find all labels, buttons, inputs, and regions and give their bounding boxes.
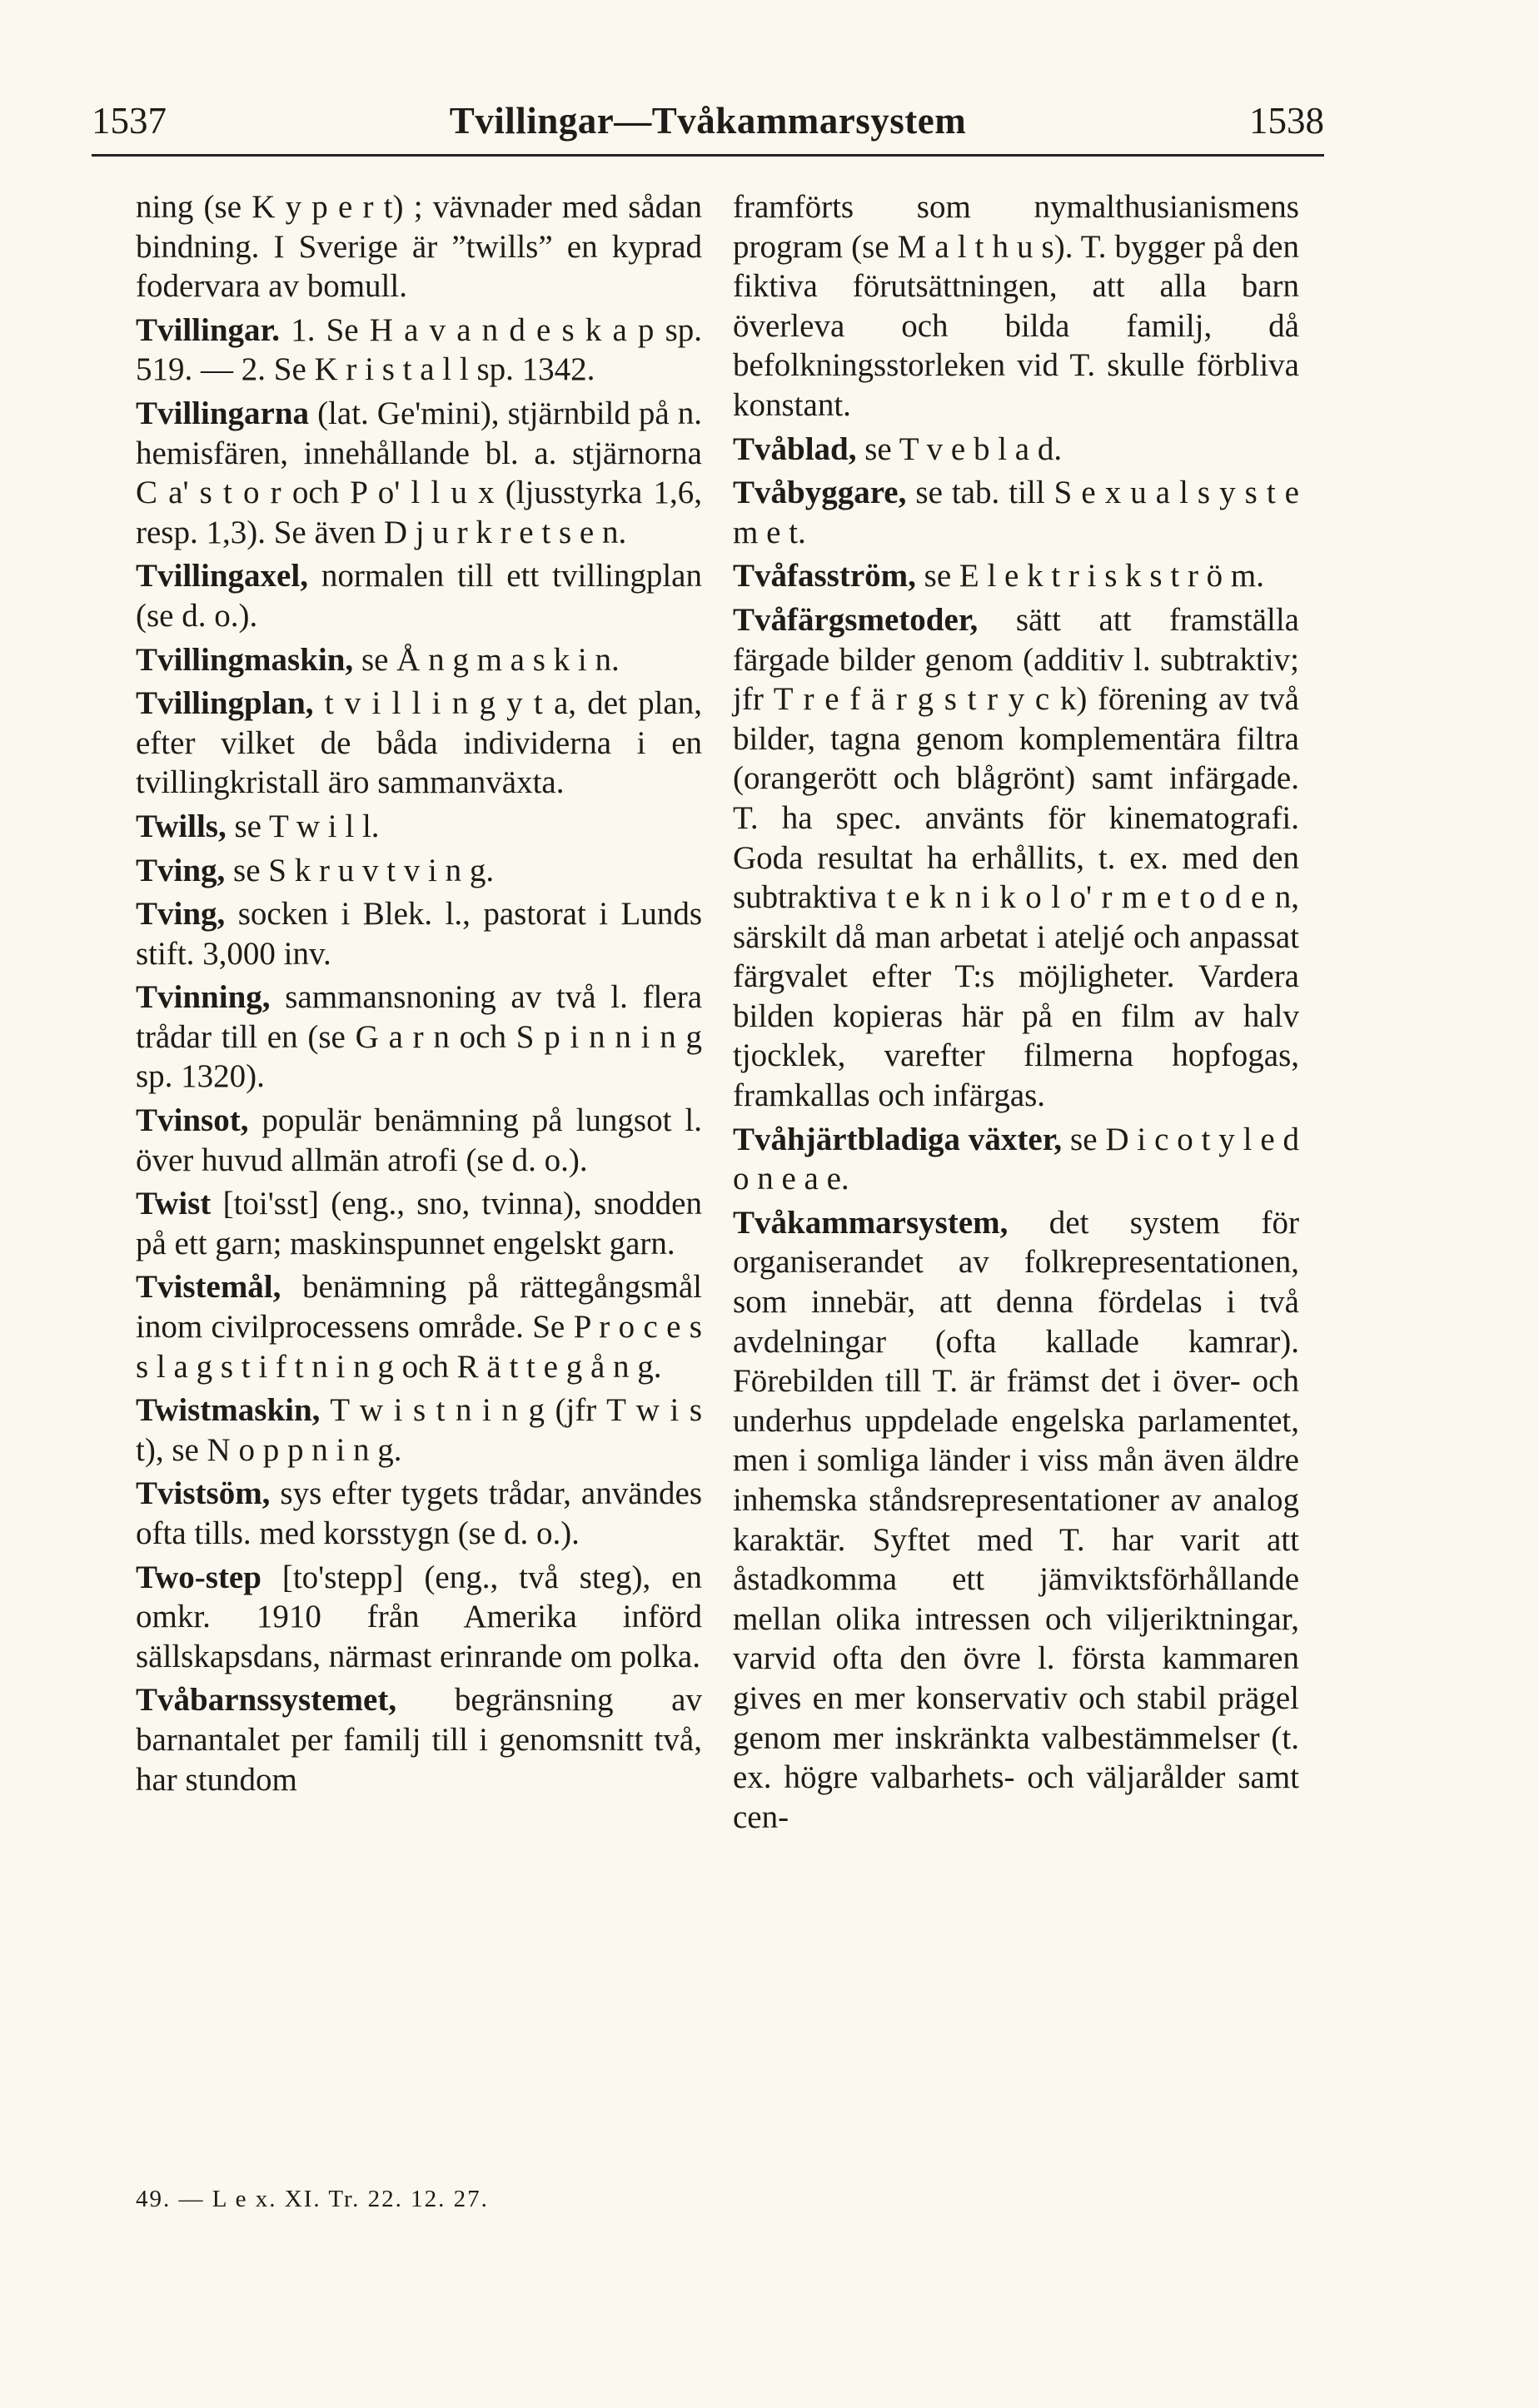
entry-headword: Tvinning,	[136, 979, 271, 1016]
entry-headword: Tvåfasström,	[733, 558, 916, 595]
dictionary-entry	[733, 473, 1299, 552]
page-number-left: 1537	[92, 100, 167, 142]
entry-headword: Tvillingplan,	[136, 685, 314, 722]
entry-headword: Tvillingar.	[136, 311, 281, 348]
entry-text: sätt att framställa färgade bilder genom (additiv l. subtraktiv; jfr T r e f ä r g s t r y c k) förening av två bilder, tagna genom komplementära filtra (orangerött och blågrönt) samt infärgade. T. ha spec. använts för kinematografi. Goda resultat ha erhållits, t. ex. med den subtraktiva t e k n i k o l o' r m e t o d e n, särskilt då man arbetat i ateljé och anpassat färgvalet efter T:s möjligheter. Vardera bilden kopieras här på en film av halv tjocklek, varefter filmerna hopfogas, framkallas och infärgas.	[733, 601, 1299, 1114]
page-header	[92, 87, 1324, 157]
entry-headword: Tvåblad,	[733, 430, 857, 467]
entry-headword: Tvillingmaskin,	[136, 641, 354, 678]
entry-text: normalen till ett tvillingplan (se d. o.).	[136, 558, 702, 634]
entry-headword: Tvåhjärtbladiga växter,	[733, 1121, 1063, 1157]
entry-text: se tab. till S e x u a l s y s t e m e t.	[733, 475, 1299, 550]
dictionary-entry	[136, 311, 702, 390]
printer-footer: 49. — L e x. XI. Tr. 22. 12. 27.	[136, 2186, 489, 2212]
entry-text: sammansnoning av två l. flera trådar till en (se G a r n och S p i n n i n g sp. 1320).	[136, 979, 702, 1095]
dictionary-entry	[136, 1474, 702, 1553]
entry-headword: Tvåfärgsmetoder,	[733, 601, 979, 638]
left-column	[136, 187, 702, 1804]
dictionary-entry	[733, 600, 1299, 1116]
entry-text: begränsning av barnantalet per familj till i genomsnitt två, har stundom	[136, 1682, 702, 1798]
entry-headword: Tvåbarnssystemet,	[136, 1682, 397, 1719]
dictionary-entry	[733, 187, 1299, 425]
entry-text: benämning på rättegångsmål inom civilprocessens område. Se P r o c e s s l a g s t i f t n i n g och R ä t t e g å n g.	[136, 1269, 702, 1385]
entry-headword: Tvinsot,	[136, 1102, 249, 1139]
dictionary-entry	[136, 1680, 702, 1799]
dictionary-entry	[136, 684, 702, 803]
entry-headword: Tving,	[136, 852, 226, 888]
entry-text: se Å n g m a s k i n.	[353, 641, 620, 678]
entry-headword: Tvistemål,	[136, 1269, 281, 1306]
entry-text: populär benämning på lungsot l. över huvud allmän atrofi (se d. o.).	[136, 1102, 702, 1178]
dictionary-entry	[136, 1101, 702, 1180]
dictionary-entry	[136, 1184, 702, 1263]
entry-text: T w i s t n i n g (jfr T w i s t), se N o p p n i n g.	[136, 1392, 702, 1468]
dictionary-entry	[136, 1558, 702, 1677]
dictionary-entry	[733, 556, 1299, 596]
entry-headword: Two-step	[136, 1559, 261, 1595]
entry-headword: Twills,	[136, 808, 227, 844]
running-title: Tvillingar—Tvåkammarsystem	[449, 100, 967, 142]
entry-text: t v i l l i n g y t a, det plan, efter vilket de båda individerna i en tvillingkristall äro sammanväxta.	[136, 685, 702, 801]
entry-text: se T v e b l a d.	[856, 430, 1063, 467]
entry-headword: Tvillingaxel,	[136, 558, 308, 595]
entry-text: se T w i l l.	[226, 808, 380, 844]
entry-headword: Tvåbyggare,	[733, 475, 907, 511]
dictionary-entry	[136, 394, 702, 552]
entry-text: [to'stepp] (eng., två steg), en omkr. 1910 från Amerika införd sällskapsdans, närmast erinrande om polka.	[136, 1559, 702, 1674]
entry-headword: Twist	[136, 1186, 212, 1222]
dictionary-entry	[733, 430, 1299, 470]
entry-text: [toi'sst] (eng., sno, tvinna), snodden på ett garn; maskinspunnet engelskt garn.	[136, 1186, 702, 1261]
entry-text: det system för organiserandet av folkrepresentationen, som innebär, att denna fördelas i två avdelningar (ofta kallade kamrar). Förebilden till T. är främst det i över- och underhus uppdelade engelska parlamentet, men i somliga länder i viss mån även äldre inhemska ståndsrepresentationer av analog karaktär. Syftet med T. har varit att åstadkomma ett jämviktsförhållande mellan olika intressen och viljeriktningar, varvid ofta den övre l. första kammaren gives en mer konservativ och stabil prägel genom mer inskränkta valbestämmelser (t. ex. högre valbarhets- och väljarålder samt cen-	[733, 1204, 1299, 1835]
dictionary-entry	[136, 807, 702, 847]
entry-headword: Tvillingarna	[136, 395, 310, 431]
entry-text: sys efter tygets trådar, användes ofta tills. med korsstygn (se d. o.).	[136, 1475, 702, 1551]
dictionary-entry	[136, 1267, 702, 1386]
entry-text: se D i c o t y l e d o n e a e.	[733, 1121, 1299, 1197]
dictionary-entry	[136, 851, 702, 891]
entry-text: socken i Blek. l., pastorat i Lunds stift. 3,000 inv.	[136, 896, 702, 972]
entry-text: 1. Se H a v a n d e s k a p sp. 519. — 2. Se K r i s t a l l sp. 1342.	[136, 311, 702, 388]
dictionary-entry	[136, 894, 702, 973]
dictionary-entry	[136, 640, 702, 680]
dictionary-entry	[136, 187, 702, 306]
entry-text: (lat. Ge'mini), stjärnbild på n. hemisfären, innehållande bl. a. stjärnorna C a' s t o r och P o' l l u x (ljusstyrka 1,6, resp. 1,3). Se även D j u r k r e t s e n.	[136, 395, 702, 550]
dictionary-entry	[136, 978, 702, 1097]
right-column	[733, 187, 1299, 1841]
entry-text: se E l e k t r i s k s t r ö m.	[915, 558, 1265, 595]
entry-headword: Tvåkammarsystem,	[733, 1204, 1009, 1241]
dictionary-entry	[733, 1203, 1299, 1838]
entry-headword: Twistmaskin,	[136, 1392, 321, 1429]
entry-text: se S k r u v t v i n g.	[225, 852, 495, 888]
dictionary-entry	[733, 1120, 1299, 1199]
entry-headword: Tving,	[136, 896, 226, 933]
entry-text: framförts som nymalthusianismens program (se M a l t h u s). T. bygger på den fiktiva förutsättningen, att alla barn överleva och bilda familj, då befolkningsstorleken vid T. skulle förbliva konstant.	[733, 189, 1299, 423]
dictionary-entry	[136, 556, 702, 635]
entry-headword: Tvistsöm,	[136, 1475, 271, 1512]
dictionary-entry	[136, 1391, 702, 1470]
entry-text: ning (se K y p e r t) ; vävnader med sådan bindning. I Sverige är ”twills” en kyprad fodervara av bomull.	[136, 189, 702, 305]
page-number-right: 1538	[1249, 100, 1324, 142]
